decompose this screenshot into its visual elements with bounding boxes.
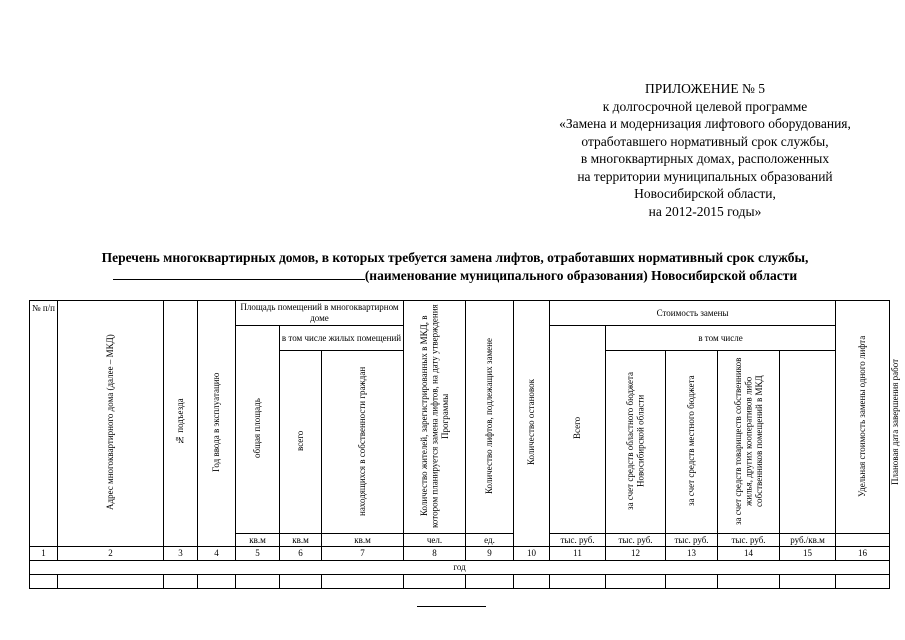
title-line-2-text: (наименование муниципального образования) Новосибирской области [364,268,798,283]
col-total-area-header [236,326,280,534]
col-residents-header [404,301,466,534]
col-number: 13 [666,547,718,561]
unit-cell: руб./кв.м [780,534,836,547]
residential-group-header: в том числе жилых помещений [280,326,404,351]
unit-cell: тыс. руб. [666,534,718,547]
col-address-header [58,301,164,547]
empty-cell [550,575,606,589]
col-number: 4 [198,547,236,561]
col-number: 1 [30,547,58,561]
incl-header: в том числе [606,326,836,351]
empty-cell [30,575,58,589]
appendix-line: отработавшего нормативный срок службы, [581,133,829,149]
col-unit-cost-label: Удельная стоимость замены одного лифта [857,334,868,497]
col-entrance-label: № подъезда [175,398,186,446]
empty-cell [666,575,718,589]
col-cost-total-label: Всего [572,416,583,440]
empty-cell [322,575,404,589]
unit-cell: кв.м [236,534,280,547]
appendix-line: в многоквартирных домах, расположенных [580,151,830,166]
col-plan-date-label: Плановая дата завершения работ [890,358,901,486]
unit-cell: тыс. руб. [718,534,780,547]
col-res-private-header [322,351,404,534]
empty-cell [236,575,280,589]
area-group-header: Площадь помещений в многоквартирном доме [236,301,404,326]
appendix-line: к долгосрочной целевой программе [602,98,808,114]
empty-cell [404,575,466,589]
col-address-label: Адрес многоквартирного дома (далее – МКД) [105,334,116,510]
col-number: 2 [58,547,164,561]
col-stops-label: Количество остановок [526,379,537,465]
empty-cell [164,575,198,589]
col-cost-regional-label: за счет средств областного бюджета Новосибирской области [625,371,646,510]
unit-cell: чел. [404,534,466,547]
year-row [30,561,890,575]
col-cost-owners-label: за счет средств товариществ собственников жилья, других кооперативов либо собственников помещений в МКД [732,356,764,525]
col-number: 15 [780,547,836,561]
unit-cell: ед. [466,534,514,547]
col-number: 16 [836,547,890,561]
end-rule [417,606,486,607]
empty-cell [198,575,236,589]
houses-table [29,300,901,589]
unit-cell: тыс. руб. [550,534,606,547]
col-unit-cost-header [836,301,890,534]
document-title [20,249,890,285]
col-number: 8 [404,547,466,561]
col-number: 11 [550,547,606,561]
col-entrance-header [164,301,198,547]
empty-cell [466,575,514,589]
col-year-label: Год ввода в эксплуатацию [211,372,222,472]
appendix-line: на 2012-2015 годы» [648,203,762,219]
col-cost-total-header [550,326,606,534]
col-number: 7 [322,547,404,561]
col-stops-header [514,301,550,547]
col-lifts-label: Количество лифтов, подлежащих замене [484,337,495,494]
appendix-block [520,80,890,220]
col-lifts-header [466,301,514,534]
empty-cell [58,575,164,589]
appendix-line: ПРИЛОЖЕНИЕ № 5 [644,81,766,96]
cost-group-header: Стоимость замены [550,301,836,326]
unit-cell: кв.м [322,534,404,547]
col-cost-local-label: за счет средств местного бюджета [686,375,697,506]
table-row [30,575,890,589]
col-total-area-label: общая площадь [252,398,263,458]
col-cost-regional-header [606,351,666,534]
col-number: 12 [606,547,666,561]
year-label: год [30,561,890,575]
empty-cell [780,575,836,589]
col-residents-label: Количество жителей, зарегистрированных в МКД, в котором планируется замена лифтов, на дату утверждения Программы [418,303,450,528]
col-number: 14 [718,547,780,561]
unit-cell: кв.м [280,534,322,547]
col-number: 10 [514,547,550,561]
col-res-private-label: находящихся в собственности граждан [357,365,368,516]
appendix-line: «Замена и модернизация лифтового оборудования, [559,116,851,131]
col-res-all-header [280,351,322,534]
appendix-line: Новосибирской области, [634,186,776,201]
unit-cell: тыс. руб. [606,534,666,547]
col-number: 9 [466,547,514,561]
col-number: 6 [280,547,322,561]
fill-in-blank [113,267,365,280]
col-year-header [198,301,236,547]
appendix-line: на территории муниципальных образований [577,168,833,184]
col-number: 5 [236,547,280,561]
empty-cell [836,575,890,589]
empty-cell [280,575,322,589]
empty-cell [718,575,780,589]
col-number: 3 [164,547,198,561]
empty-cell [606,575,666,589]
col-res-all-label: всего [295,430,306,451]
col-cost-owners-header [718,351,780,534]
col-cost-local-header [666,351,718,534]
col-num-header: № п/п [30,301,58,547]
column-number-row [30,547,890,561]
title-line-1: Перечень многоквартирных домов, в которых требуется замена лифтов, отработавших нормативный срок службы, [101,250,809,265]
empty-cell [514,575,550,589]
title-line-2 [20,267,890,285]
